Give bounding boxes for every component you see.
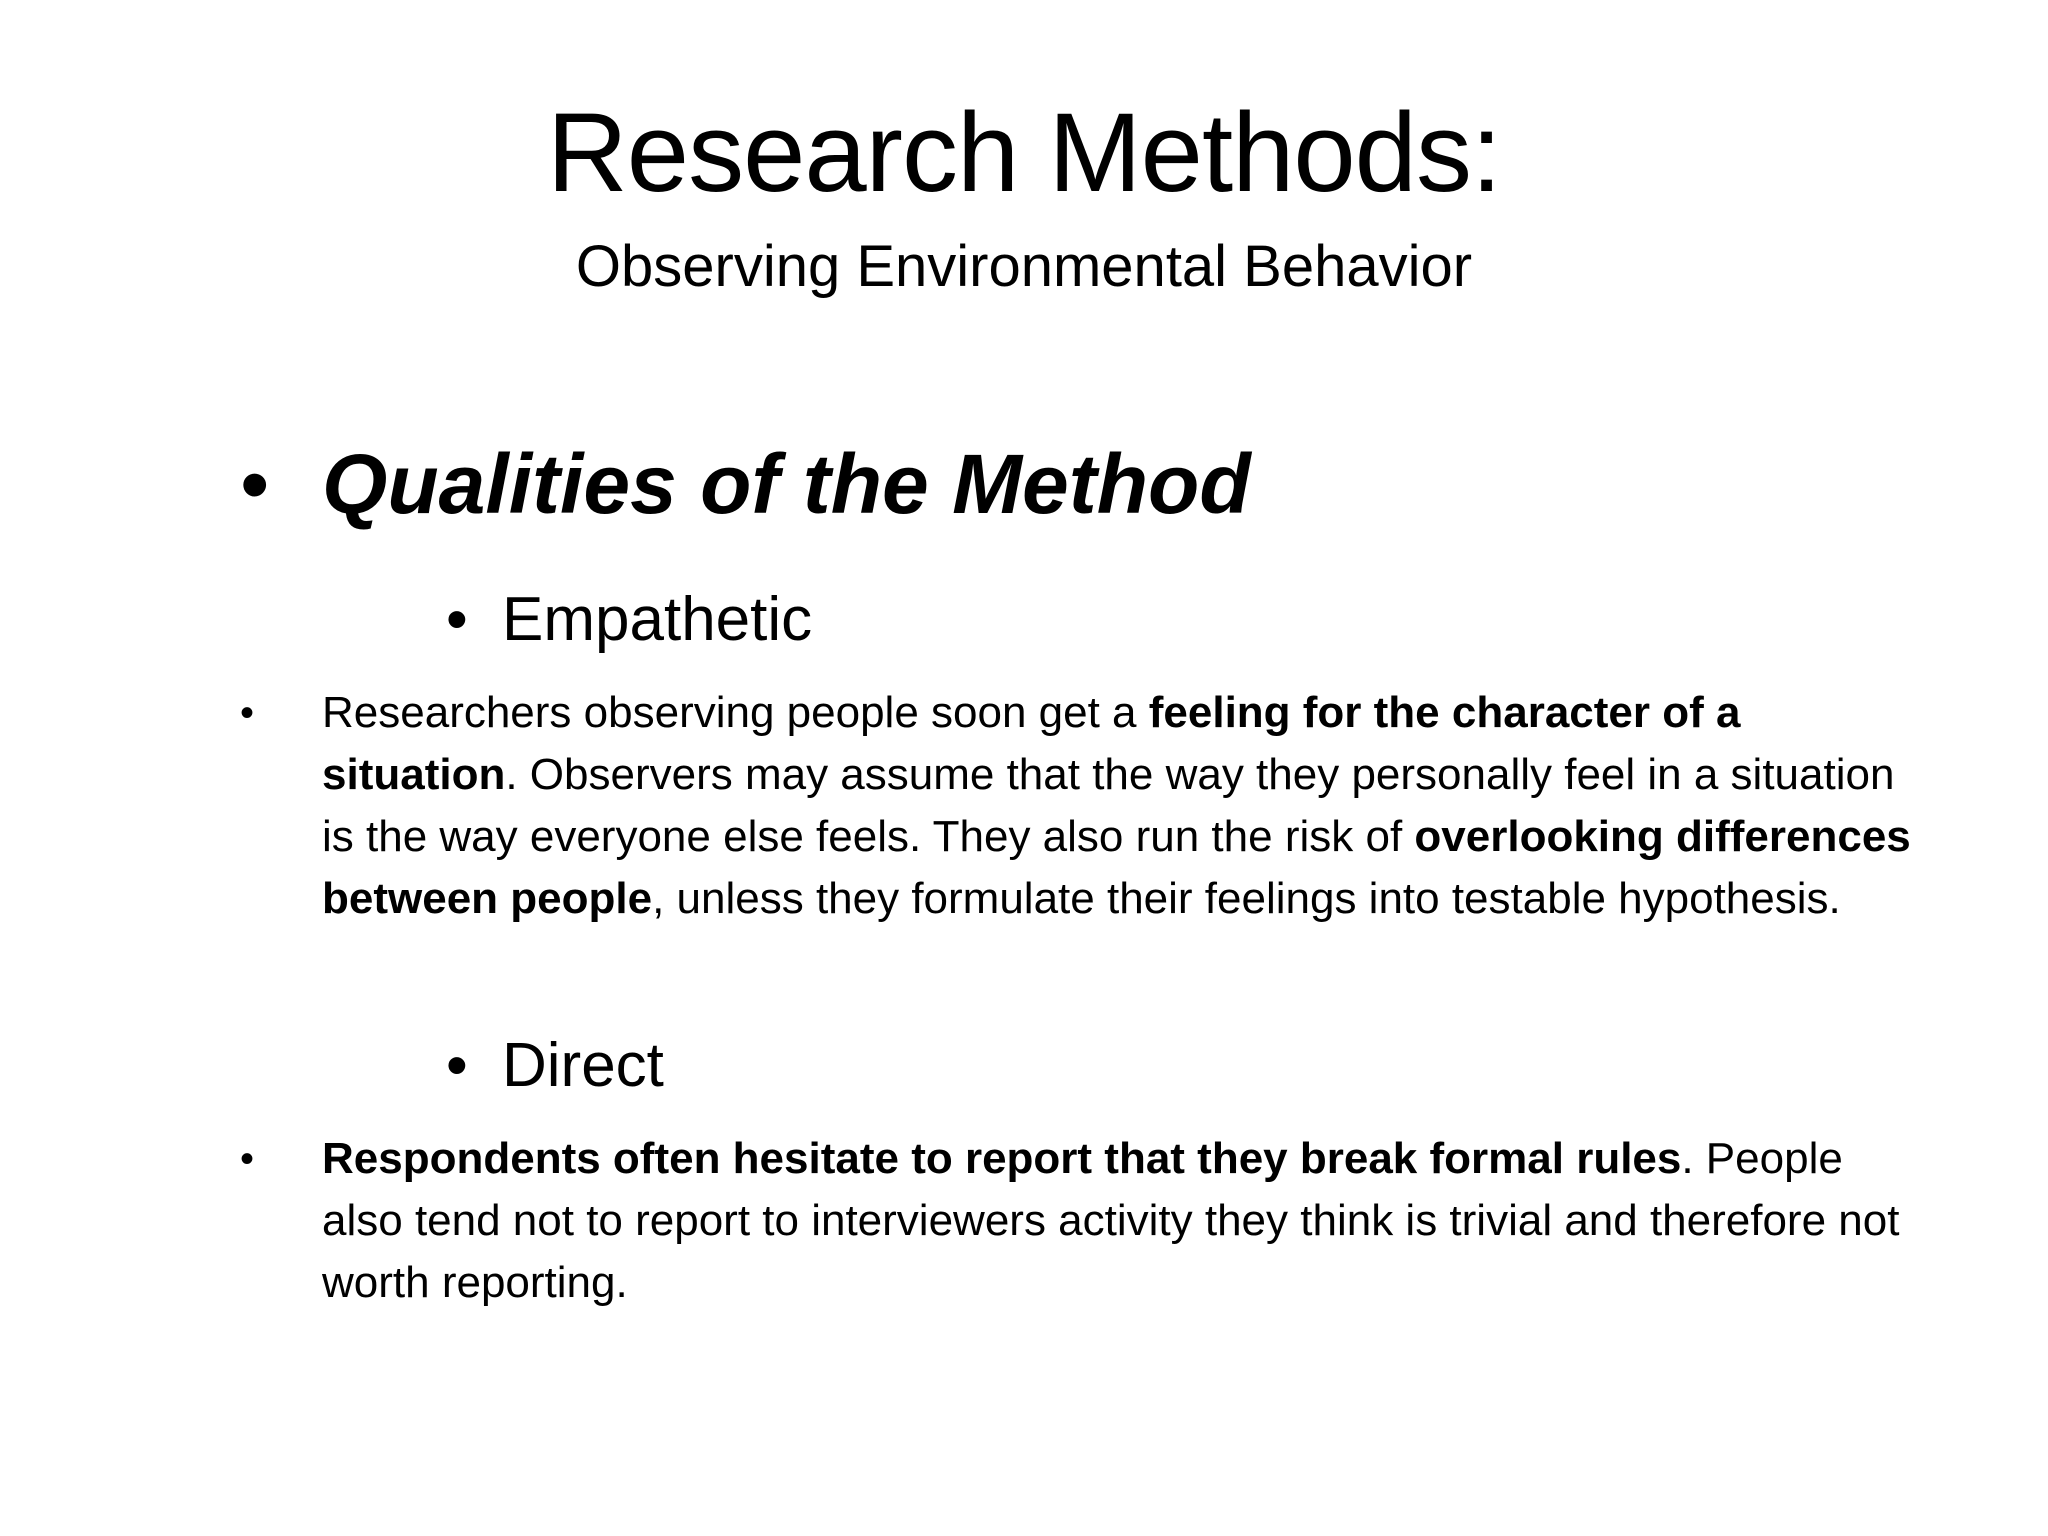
bullet-icon: • [240,691,255,735]
bold-text-run: overlooking differences between people [322,812,1911,923]
subheading-label: Direct [502,1031,664,1100]
text-run: Researchers observing people soon get a [322,688,1149,737]
paragraph-direct [240,1128,1920,1314]
text-run: , unless they formulate their feelings into testable hypothesis. [652,874,1841,923]
paragraph-text [322,682,1920,930]
slide-subtitle: Observing Environmental Behavior [575,234,1473,299]
subheading-direct [446,1028,664,1104]
slide-title: Research Methods: [546,90,1502,215]
bullet-icon: • [446,585,468,654]
text-run: . People also tend not to report to interviewers activity they think is trivial and therefore not worth reporting. [322,1134,1900,1307]
subheading-empathetic [446,582,812,658]
paragraph-empathetic [240,682,1920,930]
bullet-icon: • [240,437,270,531]
paragraph-text [322,1128,1920,1314]
bullet-icon: • [446,1031,468,1100]
heading-bullet-item [240,434,1251,534]
text-run: . Observers may assume that the way they personally feel in a situation is the way everyone else feels. They also run the risk of [322,750,1895,861]
bold-text-run: feeling for the character of a situation [322,688,1741,799]
bold-text-run: Respondents often hesitate to report that they break formal rules [322,1134,1682,1183]
section-heading: Qualities of the Method [322,437,1251,531]
bullet-icon: • [240,1137,255,1181]
subheading-label: Empathetic [502,585,813,654]
